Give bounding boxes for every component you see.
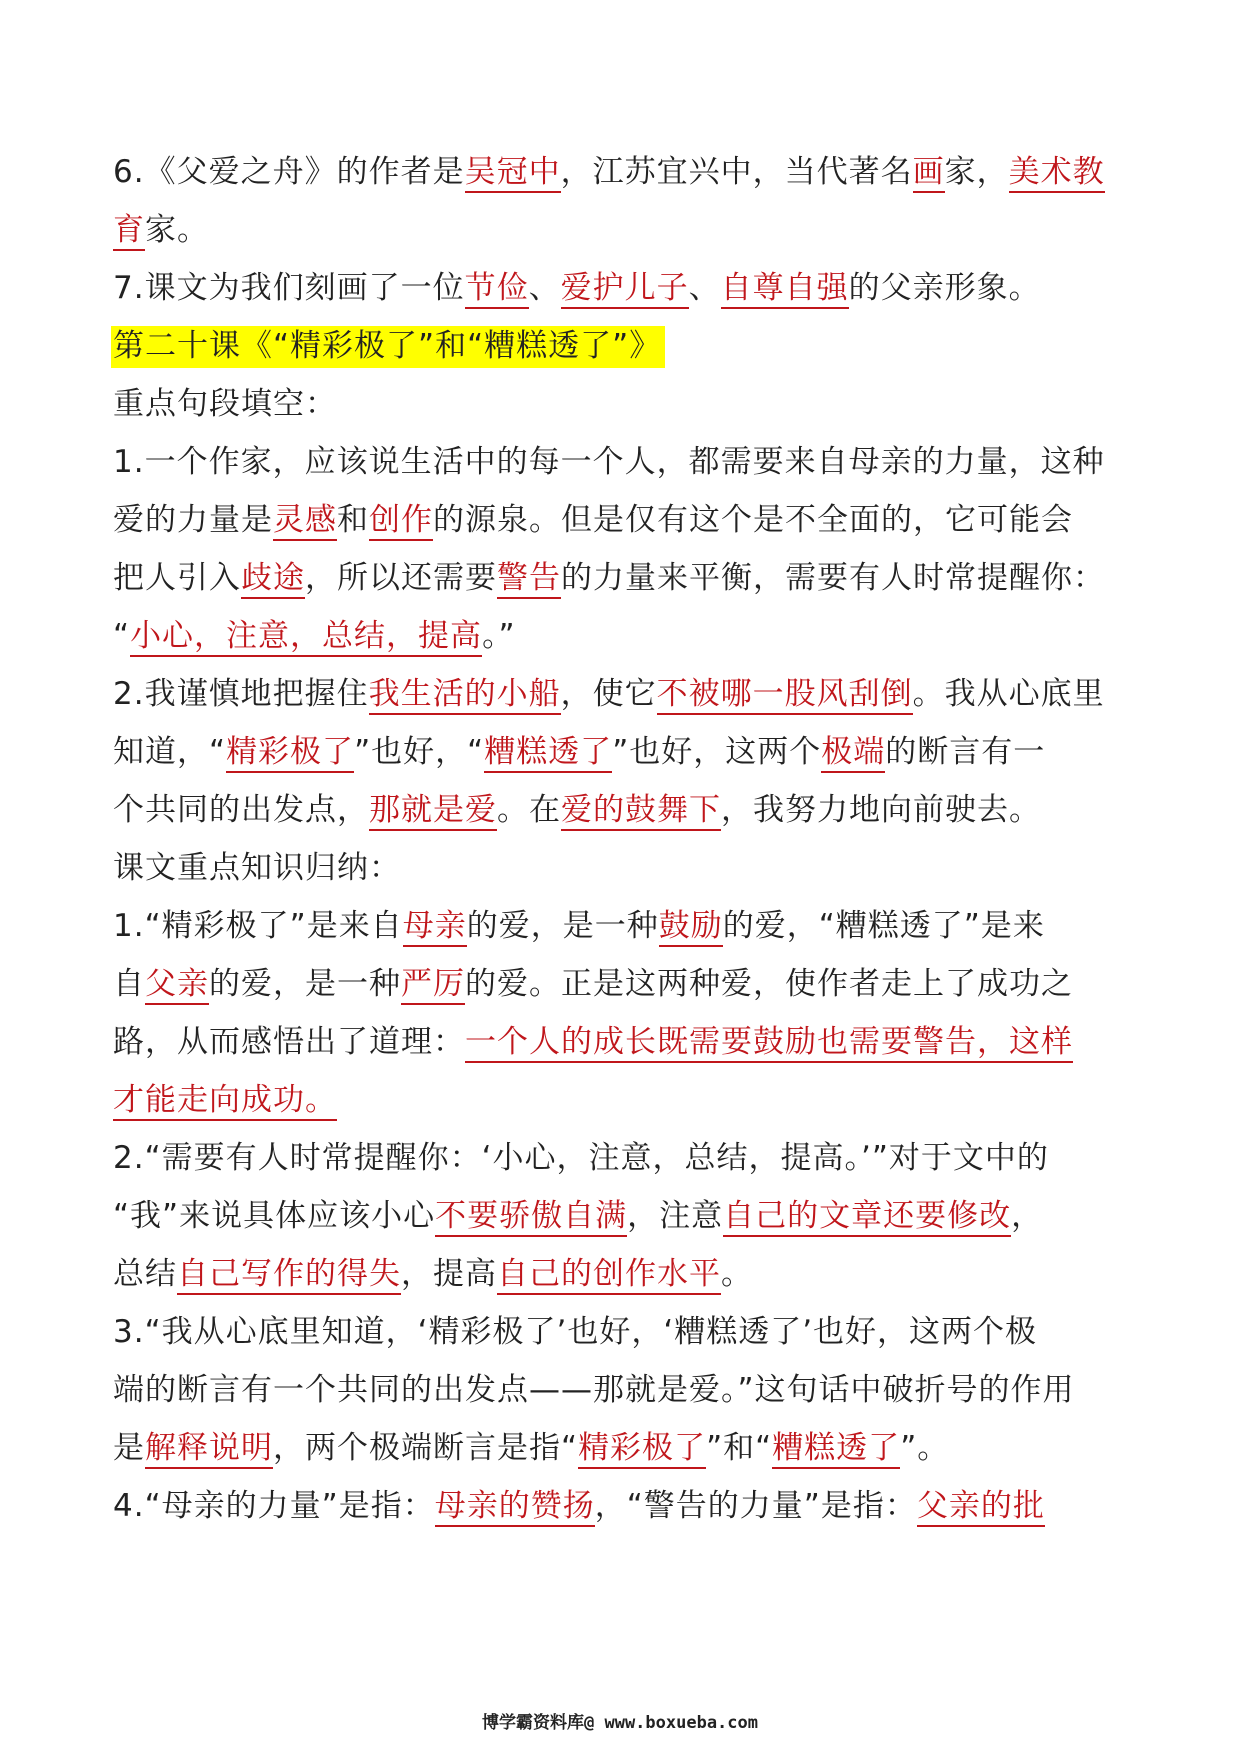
- text-line: [113, 846, 1133, 890]
- body-text: 家。: [145, 212, 209, 248]
- body-text: 的爱，是一种: [466, 908, 659, 944]
- text-line: [113, 208, 1133, 252]
- body-text: 爱的力量是: [113, 502, 273, 538]
- answer-text: 一个人的成长既需要鼓励也需要警告，这样: [465, 1024, 1073, 1063]
- answer-text: 爱的鼓舞下: [561, 792, 721, 831]
- body-text: 是: [113, 1430, 145, 1466]
- answer-text: 警告: [497, 560, 561, 599]
- footer-watermark: 博学霸资料库@ www.boxueba.com: [482, 1713, 758, 1733]
- text-line: [113, 1368, 1133, 1412]
- answer-text: 严厉: [401, 966, 465, 1005]
- answer-text: 糟糕透了: [772, 1430, 900, 1469]
- answer-text: 精彩极了: [226, 734, 354, 773]
- body-text: 自: [113, 966, 145, 1002]
- answer-text: 画: [913, 154, 945, 193]
- body-text: 、: [688, 270, 721, 306]
- body-text: “我”来说具体应该小心: [113, 1198, 436, 1234]
- answer-text: 父亲: [145, 966, 209, 1005]
- answer-text: 自己的文章还要修改: [723, 1198, 1011, 1237]
- body-text: “: [113, 618, 131, 654]
- body-text: 4.“母亲的力量”是指：: [113, 1488, 435, 1524]
- answer-text: 灵感: [273, 502, 337, 541]
- body-text: 路，从而感悟出了道理：: [113, 1024, 465, 1060]
- body-text: 1.“精彩极了”是来自: [113, 908, 403, 944]
- body-text: 和: [337, 502, 369, 538]
- body-text: 7.课文为我们刻画了一位: [113, 270, 465, 306]
- answer-text: 那就是爱: [369, 792, 497, 831]
- text-line: [113, 498, 1133, 542]
- body-text: 家，: [944, 154, 1009, 190]
- body-text: ”也好，这两个: [612, 734, 822, 770]
- body-text: 1.一个作家，应该说生活中的每一个人，都需要来自母亲的力量，这种: [113, 444, 1105, 480]
- body-text: 的爱，是一种: [209, 966, 401, 1002]
- text-line: [113, 1078, 1133, 1122]
- answer-text: 自己的创作水平: [497, 1256, 721, 1295]
- body-text: 课文重点知识归纳：: [113, 850, 401, 886]
- text-line: [113, 614, 1133, 658]
- answer-text: 自己写作的得失: [177, 1256, 401, 1295]
- body-text: ”和“: [706, 1430, 773, 1466]
- text-line: [113, 324, 1133, 368]
- body-text: 个共同的出发点，: [113, 792, 369, 828]
- text-line: [113, 440, 1133, 484]
- body-text: 把人引入: [113, 560, 241, 596]
- body-text: ，: [1011, 1198, 1044, 1234]
- answer-text: 父亲的批: [917, 1488, 1045, 1527]
- body-text: 的力量来平衡，需要有人时常提醒你：: [561, 560, 1105, 596]
- text-line: [113, 1310, 1133, 1354]
- answer-text: 美术教: [1009, 154, 1105, 193]
- text-line: [113, 1426, 1133, 1470]
- body-text: ，使它: [560, 676, 657, 712]
- answer-text: 自尊自强: [721, 270, 849, 309]
- body-text: 2.“需要有人时常提醒你：‘小心，注意，总结，提高。’”对于文中的: [113, 1140, 1049, 1176]
- text-line: [113, 1020, 1133, 1064]
- body-text: ，我努力地向前驶去。: [721, 792, 1041, 828]
- body-text: ，“警告的力量”是指：: [594, 1488, 917, 1524]
- text-line: [113, 1194, 1133, 1238]
- answer-text: 母亲: [403, 908, 467, 947]
- answer-text: 不要骄傲自满: [435, 1198, 627, 1237]
- body-text: ”也好，“: [354, 734, 485, 770]
- body-text: 重点句段填空：: [113, 386, 337, 422]
- answer-text: 极端: [821, 734, 885, 773]
- body-text: 2.我谨慎地把握住: [113, 676, 369, 712]
- body-text: ，提高: [401, 1256, 497, 1292]
- body-text: 的源泉。但是仅有这个是不全面的，它可能会: [433, 502, 1073, 538]
- text-line: [113, 1136, 1133, 1180]
- body-text: 3.“我从心底里知道，‘精彩极了’也好，‘糟糕透了’也好，这两个极: [113, 1314, 1038, 1350]
- text-line: [113, 672, 1133, 716]
- answer-text: 母亲的赞扬: [435, 1488, 595, 1527]
- body-text: 总结: [113, 1256, 177, 1292]
- text-line: [113, 150, 1133, 194]
- answer-text: 小心，注意，总结，提高: [130, 618, 482, 657]
- body-text: ，江苏宜兴中，当代著名: [560, 154, 913, 190]
- body-text: 、: [528, 270, 561, 306]
- answer-text: 我生活的小船: [369, 676, 561, 715]
- answer-text: 吴冠中: [465, 154, 561, 193]
- text-line: [113, 1484, 1133, 1528]
- body-text: 的断言有一: [885, 734, 1046, 770]
- body-text: 的爱。正是这两种爱，使作者走上了成功之: [465, 966, 1073, 1002]
- body-text: 知道，“: [113, 734, 227, 770]
- text-line: [113, 1252, 1133, 1296]
- answer-text: 创作: [369, 502, 433, 541]
- body-text: 。: [721, 1256, 753, 1292]
- body-text: ，两个极端断言是指“: [273, 1430, 579, 1466]
- text-line: [113, 788, 1133, 832]
- text-line: [113, 266, 1133, 310]
- text-line: [113, 962, 1133, 1006]
- body-text: 的爱，“糟糕透了”是来: [722, 908, 1045, 944]
- answer-text: 解释说明: [145, 1430, 273, 1469]
- answer-text: 鼓励: [659, 908, 723, 947]
- body-text: ，注意: [627, 1198, 724, 1234]
- answer-text: 节俭: [465, 270, 529, 309]
- answer-text: 不被哪一股风刮倒: [657, 676, 913, 715]
- answer-text: 才能走向成功。: [113, 1082, 337, 1121]
- body-text: 。在: [497, 792, 561, 828]
- answer-text: 糟糕透了: [484, 734, 612, 773]
- body-text: 的父亲形象。: [848, 270, 1041, 306]
- text-line: [113, 730, 1133, 774]
- text-line: [113, 904, 1133, 948]
- body-text: 6.《父爱之舟》的作者是: [113, 154, 465, 190]
- body-text: 端的断言有一个共同的出发点——那就是爱。”这句话中破折号的作用: [113, 1372, 1075, 1408]
- lesson-heading: 第二十课《“精彩极了”和“糟糕透了”》: [111, 326, 665, 368]
- body-text: ”。: [900, 1430, 950, 1466]
- body-text: ，所以还需要: [305, 560, 497, 596]
- answer-text: 爱护儿子: [561, 270, 689, 309]
- answer-text: 歧途: [241, 560, 305, 599]
- text-line: [113, 556, 1133, 600]
- body-text: 。”: [482, 618, 516, 654]
- body-text: 。我从心底里: [912, 676, 1105, 712]
- text-line: [113, 382, 1133, 426]
- answer-text: 育: [113, 212, 145, 251]
- answer-text: 精彩极了: [578, 1430, 706, 1469]
